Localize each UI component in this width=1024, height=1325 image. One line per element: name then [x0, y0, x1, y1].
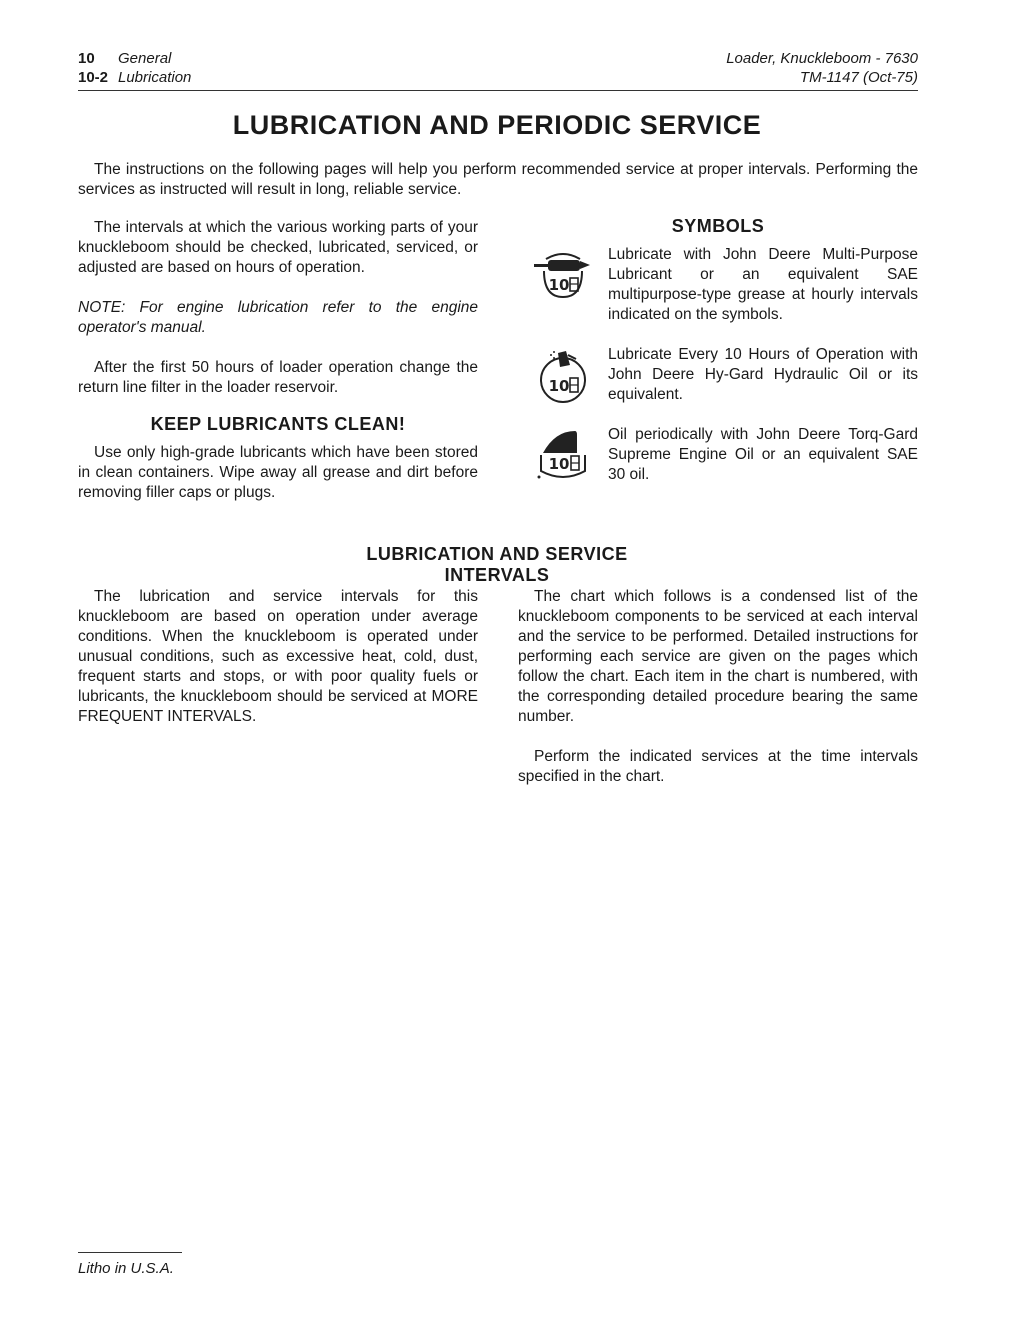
intervals-right-column [518, 587, 918, 787]
symbol-row-hydraulic [518, 345, 918, 405]
footer-litho: Litho in U.S.A. [78, 1260, 174, 1277]
keep-lubricants-text: Use only high-grade lubricants which have been stored in clean containers. Wipe away all grease and dirt before removing filler caps or plugs. [78, 444, 478, 501]
grease-symbol-text: Lubricate with John Deere Multi-Purpose Lubricant or an equivalent SAE multipurpose-type grease at hourly intervals indicated on the symbols. [608, 246, 918, 323]
intervals-heading-line2: INTERVALS [444, 565, 550, 585]
hydraulic-symbol-text: Lubricate Every 10 Hours of Operation with John Deere Hy-Gard Hydraulic Oil or its equivalent. [608, 346, 918, 403]
header-subsection-line [78, 68, 191, 87]
intervals-heading [0, 544, 994, 586]
grease-badge: 10 [548, 276, 570, 294]
footer-rule [78, 1252, 182, 1253]
header-product: Loader, Knuckleboom - 7630 [726, 50, 918, 67]
subsection-label: Lubrication [118, 69, 192, 86]
section-number: 10 [78, 50, 95, 67]
intro-paragraph: The instructions on the following pages will help you perform recommended service at proper intervals. Performing the services as instructed will result in long, reliable service. [78, 161, 918, 198]
page-title: LUBRICATION AND PERIODIC SERVICE [232, 110, 762, 140]
symbols-section [518, 216, 918, 505]
header-manual-id: TM-1147 (Oct-75) [799, 69, 918, 86]
hydraulic-badge: 10 [548, 377, 570, 395]
subsection-number: 10-2 [78, 69, 109, 86]
oil-symbol-text: Oil periodically with John Deere Torq-Gard Supreme Engine Oil or an equivalent SAE 30 oil. [608, 426, 918, 483]
oil-badge: 10 [548, 455, 570, 473]
header-rule [78, 90, 918, 91]
intervals-heading-line1: LUBRICATION AND SERVICE [366, 544, 628, 564]
symbol-row-grease [518, 245, 918, 325]
header-left [78, 49, 191, 87]
hydraulic-oil-icon [518, 345, 608, 405]
engine-note: NOTE: For engine lubrication refer to the engine operator's manual. [78, 299, 478, 336]
left-column [78, 218, 478, 503]
oil-can-icon [518, 425, 608, 483]
intervals-conditions-paragraph: The lubrication and service intervals for this knuckleboom are based on operation under average conditions. When the knuckleboom is operated under unusual conditions, such as excessive heat, cold, dust, frequent starts and stops, or with poor quality fuels or lubricants, the knuckleboom should be serviced at MORE FREQUENT INTERVALS. [78, 588, 478, 725]
header-section-line [78, 49, 191, 68]
perform-services-paragraph: Perform the indicated services at the time intervals specified in the chart. [518, 748, 918, 785]
grease-gun-icon [518, 245, 608, 303]
symbols-heading: SYMBOLS [671, 216, 765, 236]
keep-lubricants-heading: KEEP LUBRICANTS CLEAN! [150, 414, 406, 434]
symbol-row-oil [518, 425, 918, 485]
intervals-paragraph: The intervals at which the various working parts of your knuckleboom should be checked, lubricated, serviced, or adjusted are based on hours of operation. [78, 219, 478, 276]
chart-description-paragraph: The chart which follows is a condensed list of the knuckleboom components to be serviced at each interval and the service to be performed. Detailed instructions for performing each service are given on the pages which follow the chart. Each item in the chart is numbered, with the corresponding detailed procedure bearing the same number. [518, 588, 918, 725]
section-label: General [118, 50, 172, 67]
filter-paragraph: After the first 50 hours of loader operation change the return line filter in the loader reservoir. [78, 359, 478, 396]
header-right [726, 49, 918, 87]
